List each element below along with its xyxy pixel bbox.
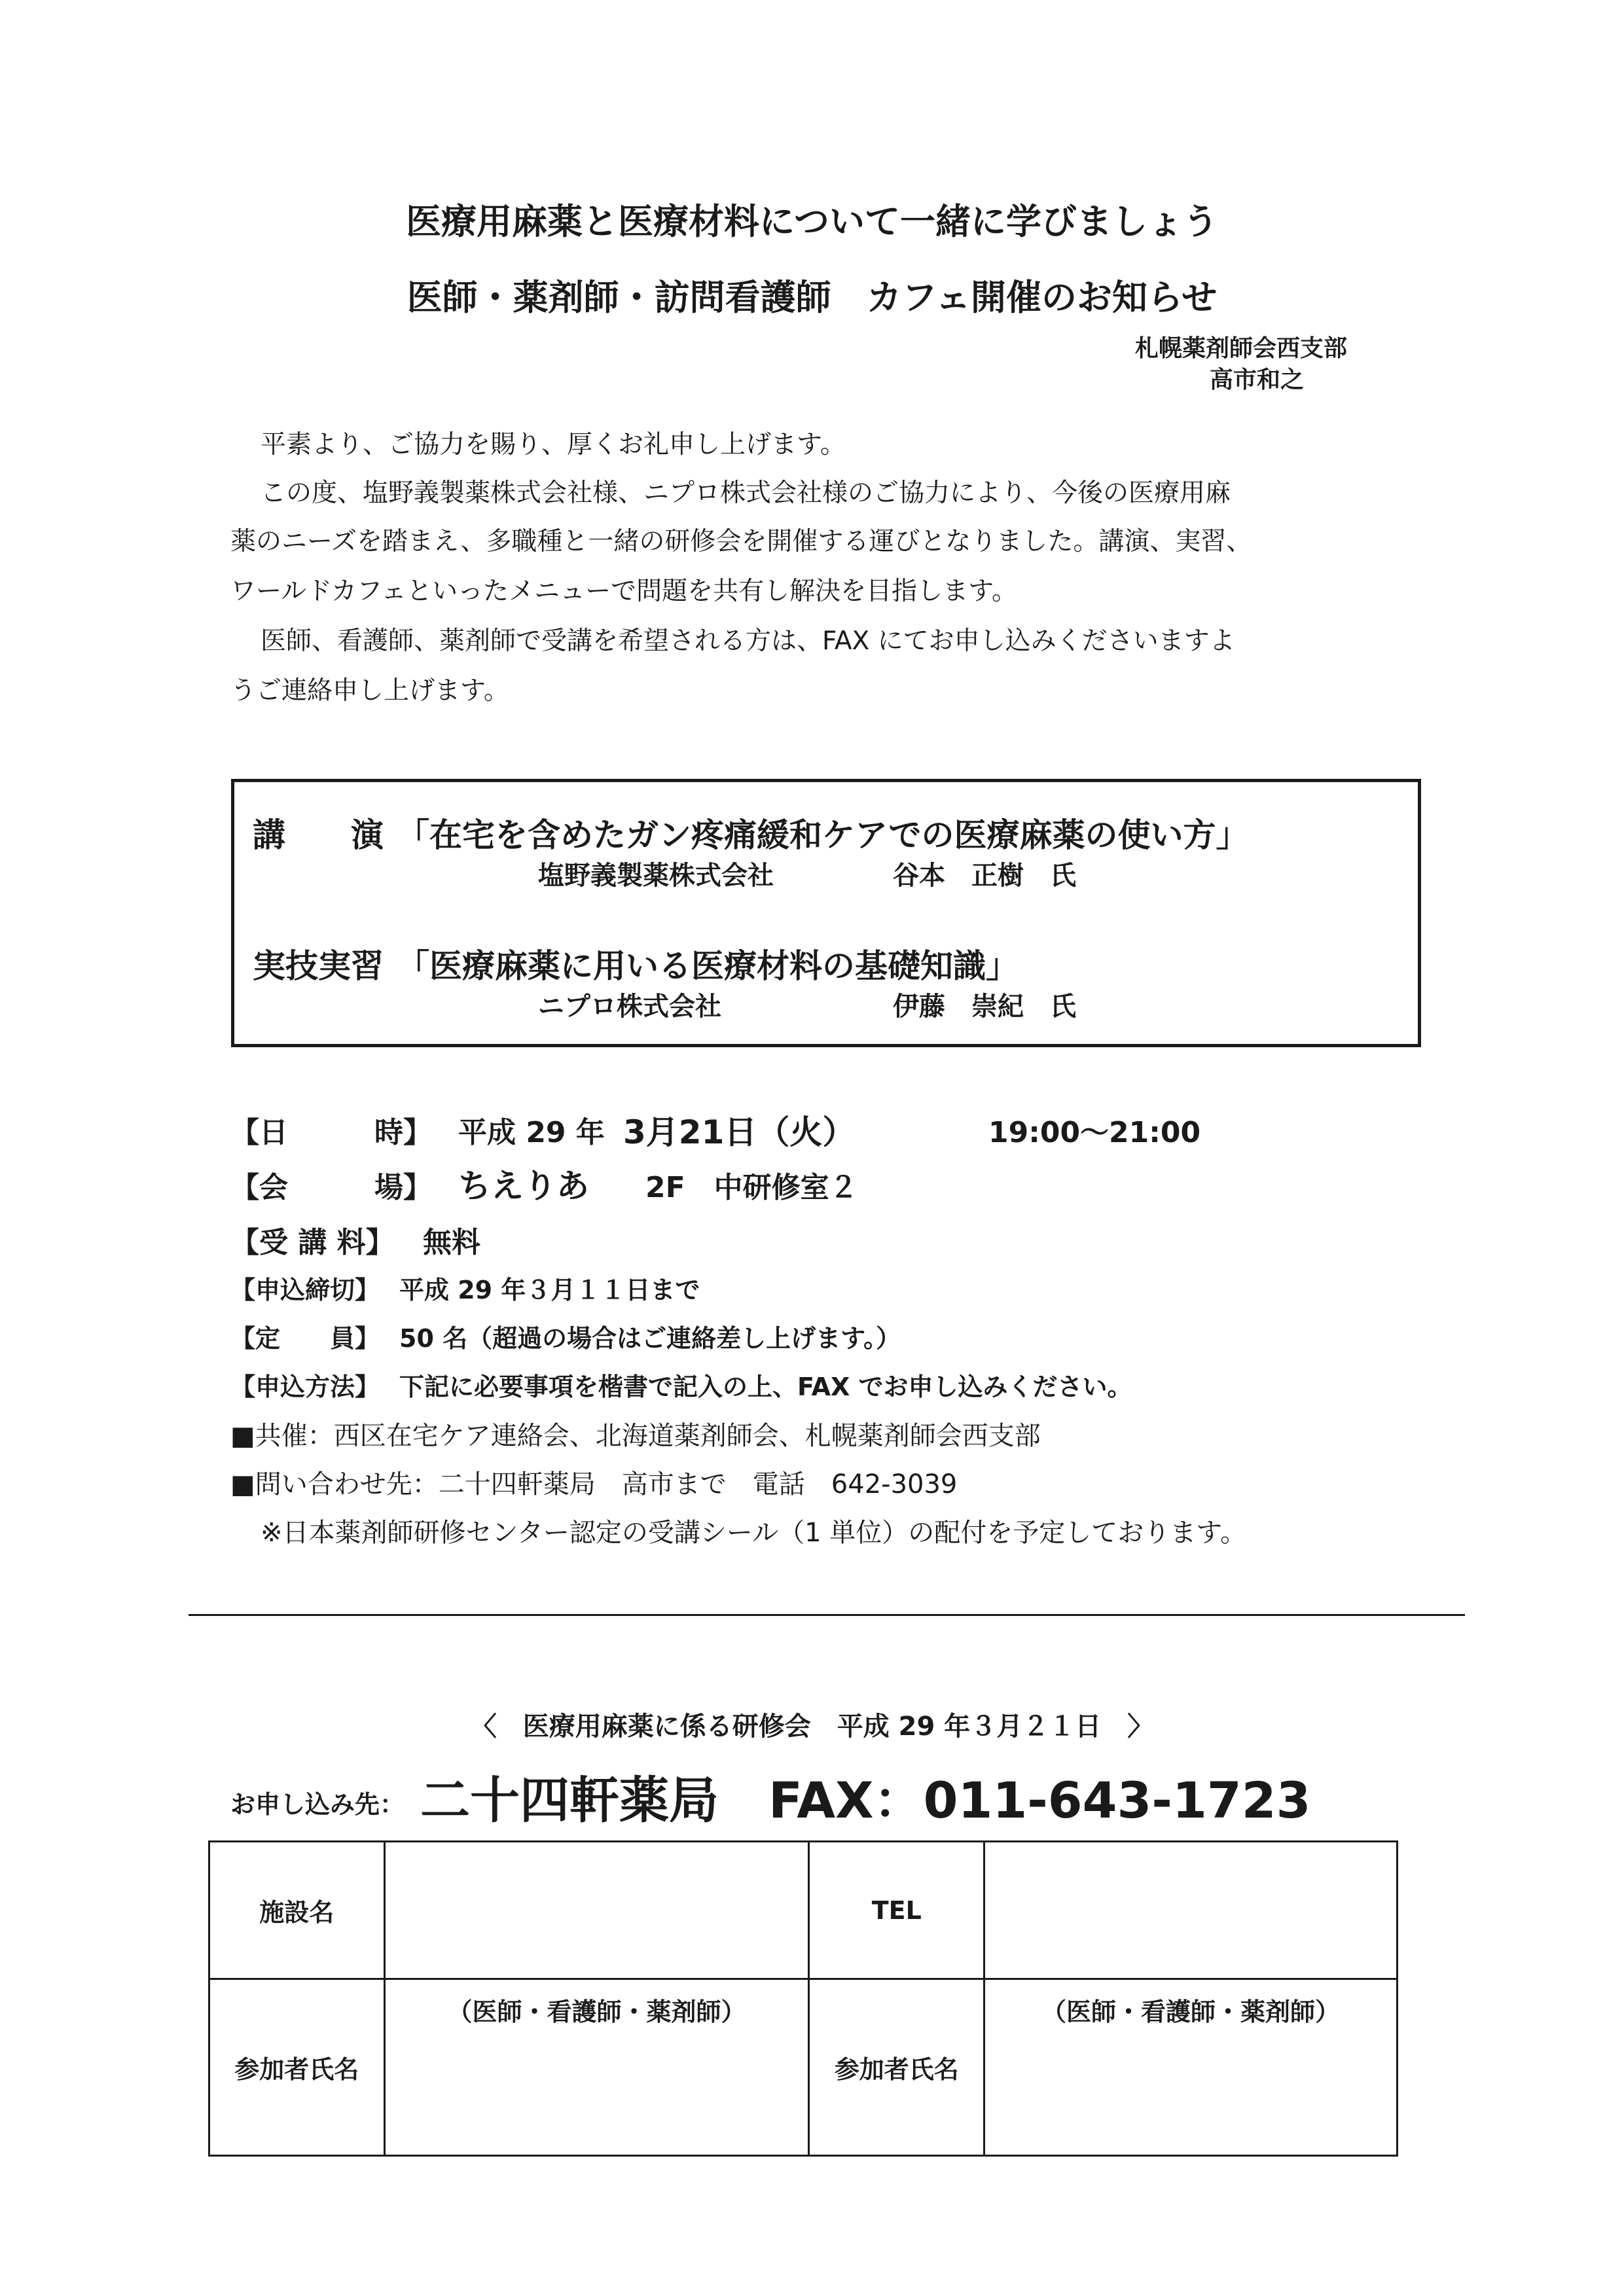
fee-value: 無料: [423, 1226, 480, 1259]
venue-name: ちえりあ: [458, 1167, 589, 1205]
page-subtitle: 医師・薬剤師・訪問看護師 カフェ開催のお知らせ: [406, 277, 1218, 318]
date-prefix: 平成 29 年: [458, 1116, 605, 1149]
date-time: 19:00～21:00: [988, 1116, 1201, 1149]
profession-note-1: （医師・看護師・薬剤師）: [447, 1998, 746, 2026]
intro-line-4: ワールドカフェといったメニューで問題を共有し解決を目指します。: [230, 577, 1017, 606]
lecture-company: 塩野義製薬株式会社: [538, 861, 774, 891]
participant-input-2[interactable]: [984, 1979, 1398, 2156]
venue-label: 【会 場】: [230, 1171, 432, 1204]
intro-line-3: 薬のニーズを踏まえ、多職種と一緒の研修会を開催する運びとなりました。講演、実習、: [230, 527, 1252, 556]
registration-form: [208, 1840, 1398, 2157]
fee-label: 【受 講 料】: [230, 1226, 395, 1259]
sponsor: ■共催：西区在宅ケア連絡会、北海道薬剤師会、札幌薬剤師会西支部: [230, 1421, 1041, 1451]
method-label: 【申込方法】: [230, 1372, 380, 1401]
certification-note: ※日本薬剤師研修センター認定の受講シール（1 単位）の配付を予定しております。: [261, 1518, 1247, 1548]
practice-title: 「医療麻薬に用いる医療材料の基礎知識」: [397, 947, 1019, 985]
date-label: 【日 時】: [230, 1116, 432, 1149]
participant-label-1: 参加者氏名: [209, 1979, 385, 2156]
participant-label-2: 参加者氏名: [809, 1979, 984, 2156]
tel-label: TEL: [809, 1842, 984, 1979]
intro-line-5: 医師、看護師、薬剤師で受講を希望される方は、FAX にてお申し込みくださいますよ: [261, 626, 1235, 656]
facility-input[interactable]: [384, 1842, 809, 1979]
tel-input[interactable]: [984, 1842, 1398, 1979]
practice-label: 実技実習: [253, 947, 384, 985]
facility-label: 施設名: [209, 1842, 385, 1979]
capacity-value: 50 名（超過の場合はご連絡差し上げます。）: [399, 1324, 901, 1353]
lecture-label: 講 演: [253, 816, 384, 854]
contact: ■問い合わせ先：二十四軒薬局 高市まで 電話 642-3039: [230, 1469, 958, 1499]
lecture-speaker: 谷本 正樹 氏: [893, 861, 1076, 891]
deadline-label: 【申込締切】: [230, 1276, 380, 1304]
deadline-value: 平成 29 年３月１１日まで: [399, 1276, 700, 1304]
method-value: 下記に必要事項を楷書で記入の上、FAX でお申し込みください。: [399, 1372, 1132, 1401]
intro-line-2: この度、塩野義製薬株式会社様、ニプロ株式会社様のご協力により、今後の医療用麻: [261, 478, 1231, 508]
practice-speaker: 伊藤 崇紀 氏: [893, 992, 1076, 1022]
participant-input-1[interactable]: [384, 1979, 809, 2156]
venue-room: 2F 中研修室２: [645, 1171, 858, 1204]
intro-line-1: 平素より、ご協力を賜り、厚くお礼申し上げます。: [261, 430, 846, 459]
profession-note-2: （医師・看護師・薬剤師）: [1041, 1998, 1341, 2026]
intro-line-6: うご連絡申し上げます。: [230, 676, 509, 706]
apply-destination: 二十四軒薬局 FAX：011-643-1723: [420, 1771, 1311, 1829]
author: 高市和之: [1210, 367, 1305, 393]
organization: 札幌薬剤師会西支部: [1135, 335, 1348, 362]
capacity-label: 【定 員】: [230, 1324, 380, 1353]
lecture-title: 「在宅を含めたガン疼痛緩和ケアでの医療麻薬の使い方」: [397, 816, 1249, 854]
date-main: 3月21日（火）: [623, 1113, 856, 1151]
form-title: 〈 医療用麻薬に係る研修会 平成 29 年３月２１日 〉: [470, 1712, 1154, 1742]
page-title: 医療用麻薬と医療材料について一緒に学びましょう: [406, 201, 1218, 242]
section-divider: [189, 1614, 1465, 1616]
apply-label: お申し込み先：: [230, 1790, 405, 1819]
practice-company: ニプロ株式会社: [538, 992, 721, 1022]
